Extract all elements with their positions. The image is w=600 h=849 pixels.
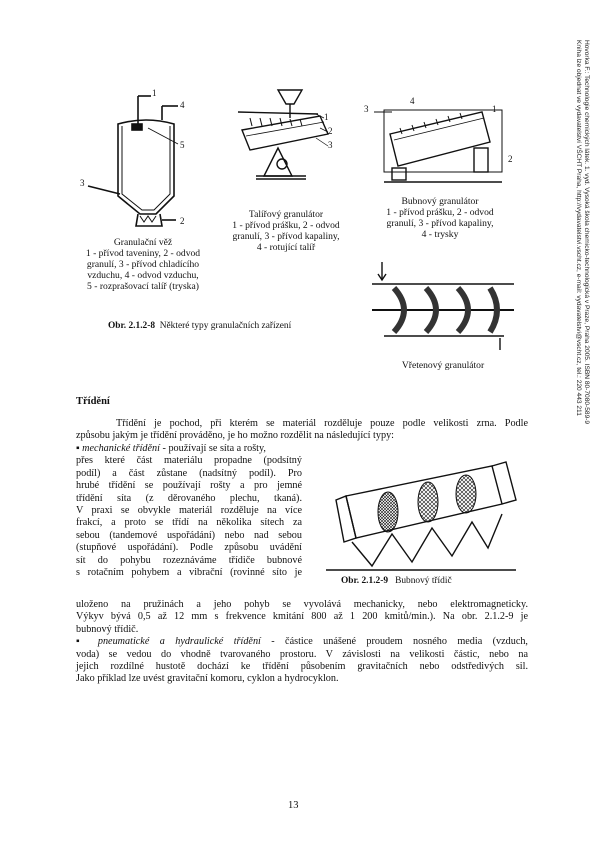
plate-caption xyxy=(216,209,356,253)
plate-granulator-figure xyxy=(220,78,355,203)
granulation-tower-figure xyxy=(78,86,208,236)
tower-caption-line: granulí, 3 - přívod chladícího xyxy=(86,259,200,270)
text-line: frakcí, a proto se třídí na několika sítech za xyxy=(76,517,302,529)
text-line: hrubé třídění se používají rošty a pro jemné xyxy=(76,480,302,492)
tower-caption-title: Granulační věž xyxy=(113,237,173,248)
tower-label-2: 2 xyxy=(180,216,185,226)
text-line: - částice unášené proudem nosného media (vzduch, xyxy=(260,636,528,648)
tower-label-1: 1 xyxy=(152,88,157,98)
granulation-tower-drawing xyxy=(78,86,208,236)
bullet-marker: ▪ xyxy=(76,443,83,454)
screw-caption: Vřetenový granulátor xyxy=(401,360,485,371)
text-line: jejich rozdílné hustotě dochází ke třídění působením gravitačních nebo odstředivých sil. xyxy=(76,661,528,673)
text-line: bubnový třídič. xyxy=(76,623,139,635)
plate-caption-line: 4 - rotující talíř xyxy=(256,242,316,253)
bullet-mechanical xyxy=(76,443,302,455)
text-line: třídění síta (z děrovaného plechu, tkaná). xyxy=(76,492,302,504)
drum-label-1: 1 xyxy=(492,104,497,114)
text-line: V praxi se obvykle materiál rozděluje na více xyxy=(76,505,302,517)
paragraph-continuation xyxy=(76,599,528,686)
text-line: (stupňové uspořádání). Podle způsobu uvádění xyxy=(76,542,302,554)
plate-label-1: 1 xyxy=(324,112,329,122)
text-line: voda) se vedou do vhodně tvarovaného prostoru. V závislosti na velikosti částic, nebo na xyxy=(76,648,528,660)
text-line: způsobu jakým je třídění prováděno, je ho možno rozdělit na následující typy: xyxy=(76,430,394,442)
side-note xyxy=(575,40,598,640)
drum-label-4: 4 xyxy=(410,96,415,106)
text-line: - používají se síta a rošty, xyxy=(159,443,266,454)
term-pneumatic: pneumatické a hydraulické třídění xyxy=(97,636,261,648)
drum-caption-line: granulí, 3 - přívod kapaliny, xyxy=(386,218,494,229)
text-line: sebou (tandemové uspořádání) nebo nad sebou xyxy=(76,529,302,541)
page-number: 13 xyxy=(288,800,299,811)
drum-caption-line: 1 - přívod prášku, 2 - odvod xyxy=(386,207,494,218)
drum-granulator-drawing xyxy=(362,90,522,190)
drum-caption-title: Bubnový granulátor xyxy=(401,196,479,207)
screw-granulator-figure xyxy=(364,258,522,353)
narrow-column xyxy=(76,443,302,579)
text-line: Třídění je pochod, při kterém se materiál rozděluje pouze podle velikosti zrna. Podle xyxy=(116,418,528,429)
tower-caption-line: 1 - přívod taveniny, 2 - odvod xyxy=(85,248,201,259)
plate-label-2: 2 xyxy=(328,126,333,136)
bullet-pneumatic xyxy=(76,636,528,648)
tower-label-3: 3 xyxy=(80,178,85,188)
tower-caption-line: 5 - rozprašovací talíř (tryska) xyxy=(87,281,199,292)
figure-2-1-2-9-caption xyxy=(341,576,452,586)
plate-caption-line: granulí, 3 - přívod kapaliny, xyxy=(232,231,340,242)
tower-caption xyxy=(68,237,218,292)
plate-caption-title: Talířový granulátor xyxy=(248,209,324,220)
text-line: Jako příklad lze uvést gravitační komoru, cyklon a hydrocyklon. xyxy=(76,673,339,685)
drum-sorter-drawing xyxy=(316,458,526,573)
tower-label-4: 4 xyxy=(180,100,185,110)
figure-2-1-2-8-caption xyxy=(108,321,291,331)
plate-caption-line: 1 - přívod prášku, 2 - odvod xyxy=(232,220,340,231)
drum-label-2: 2 xyxy=(508,154,513,164)
figure-number: Obr. 2.1.2-8 xyxy=(108,321,156,331)
side-note-line1: Hovorka F.: Technologie chemických látek. 1. vyd. Vysoká škola chemicko-technologická v Praze, Praha 2005. ISBN 80-7080-589-9 xyxy=(583,40,590,425)
section-heading: Třídění xyxy=(76,396,110,407)
term-mechanical: mechanické třídění xyxy=(82,443,160,454)
figure-title: Některé typy granulačních zařízení xyxy=(159,321,292,331)
side-note-line2: Kniha lze objednat ve vydavatelství VŠCHT Praha, http://vydavatelstvi.vscht.cz, e-mail: vydavatelstvi@vscht.cz, tel.: 220 443 211 xyxy=(575,40,582,416)
drum-label-3: 3 xyxy=(364,104,369,114)
text-line: Výkyv bývá 0,5 až 12 mm s frekvence kmitání 800 až 1 200 kmitů/min.). Na obr. 2.1.2-9 je xyxy=(76,611,528,623)
tower-label-5: 5 xyxy=(180,140,185,150)
figure-number: Obr. 2.1.2-9 xyxy=(341,576,389,586)
paragraph-intro xyxy=(76,418,528,443)
drum-caption xyxy=(360,196,520,240)
plate-granulator-drawing xyxy=(220,78,355,203)
text-line: uloženo na pružinách a jeho pohyb se vyvolává mechanicky, nebo elektromagneticky. xyxy=(76,599,528,610)
drum-caption-line: 4 - trysky xyxy=(421,229,459,240)
bullet-marker: ▪ xyxy=(76,636,98,648)
plate-label-3: 3 xyxy=(328,140,333,150)
drum-sorter-figure xyxy=(316,458,526,573)
drum-granulator-figure xyxy=(362,90,522,190)
tower-caption-line: vzduchu, 4 - odvod vzduchu, xyxy=(87,270,199,281)
text-line: podíl) a část zůstane (nadsítný podíl). Pro xyxy=(76,467,302,479)
text-line: sít do pohybu rozeznáváme třídiče bubnové xyxy=(76,554,302,566)
text-line: přes které část materiálu propadne (podsítný xyxy=(76,455,302,467)
screw-granulator-drawing xyxy=(364,258,522,353)
text-line: s rotačním pohybem a vibrační (rovinné síto je xyxy=(76,567,302,579)
figure-title: Bubnový třídič xyxy=(395,576,452,586)
